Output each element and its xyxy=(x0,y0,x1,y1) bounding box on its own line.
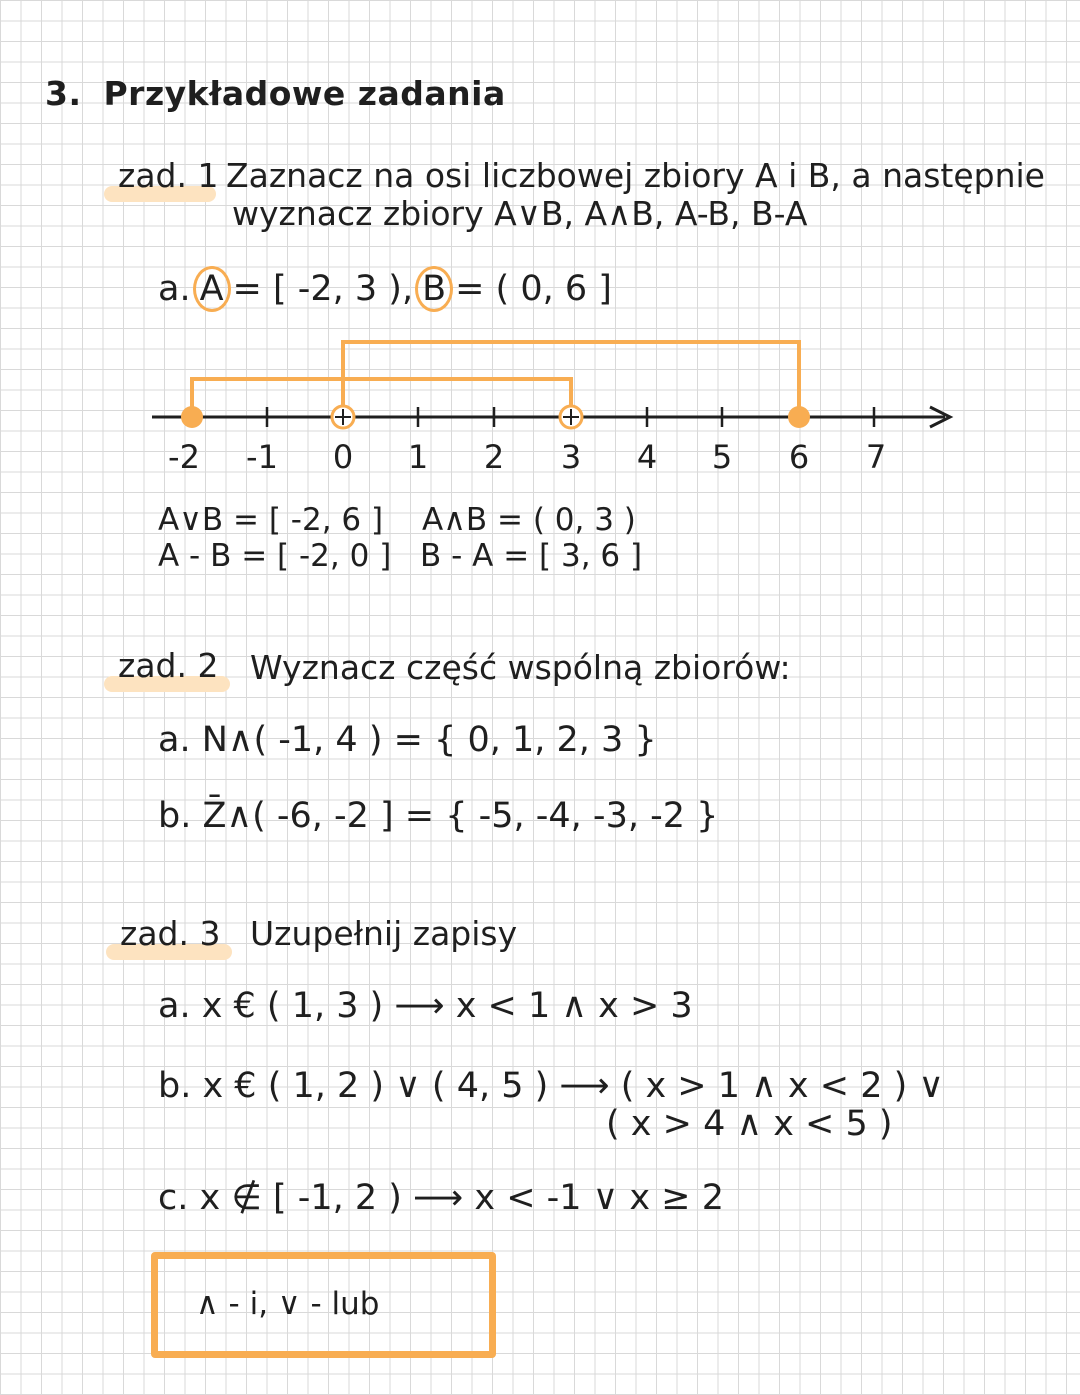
task3-item-b-line2: ( x > 4 ∧ x < 5 ) xyxy=(606,1104,893,1144)
set-a-circled: A xyxy=(193,266,231,312)
section-title: Przykładowe zadania xyxy=(103,74,506,113)
result-intersection: A∧B = ( 0, 3 ) xyxy=(422,502,636,538)
tick-label-4: 4 xyxy=(636,438,658,476)
tick-label-7: 7 xyxy=(865,438,887,476)
tick-label-1: 1 xyxy=(407,438,429,476)
closed-point-minus2 xyxy=(181,406,203,428)
section-number: 3. xyxy=(45,74,82,113)
tick-label-0: 0 xyxy=(332,438,354,476)
task1-text-line2: wyznacz zbiory A∨B, A∧B, A-B, B-A xyxy=(232,194,808,233)
result-union: A∨B = [ -2, 6 ] xyxy=(158,502,384,538)
result-a-minus-b: A - B = [ -2, 0 ] xyxy=(158,538,392,574)
tick-label-5: 5 xyxy=(711,438,733,476)
task3-item-b-line1: b. x € ( 1, 2 ) ∨ ( 4, 5 ) ⟶ ( x > 1 ∧ x < 2 ) ∨ xyxy=(158,1066,944,1106)
item-a-prefix: a. xyxy=(158,269,191,309)
task3-label: zad. 3 xyxy=(120,914,221,953)
task1-text-line1: Zaznacz na osi liczbowej zbiory A i B, a następnie xyxy=(226,156,1045,195)
tick-label-3: 3 xyxy=(560,438,582,476)
task2-item-a: a. N∧( -1, 4 ) = { 0, 1, 2, 3 } xyxy=(158,720,657,760)
number-line xyxy=(0,0,1080,500)
set-a-bracket xyxy=(192,379,571,416)
legend-text: ∧ - i, ∨ - lub xyxy=(196,1286,380,1322)
closed-point-6 xyxy=(788,406,810,428)
set-b-value: = ( 0, 6 ] xyxy=(455,269,612,309)
task1-label: zad. 1 xyxy=(118,156,219,195)
task2-label: zad. 2 xyxy=(118,646,219,685)
tick-label-2: 2 xyxy=(483,438,505,476)
result-b-minus-a: B - A = [ 3, 6 ] xyxy=(420,538,643,574)
tick-label--2: -2 xyxy=(168,438,200,476)
set-a-value: = [ -2, 3 ), xyxy=(232,269,414,309)
task2-item-b: b. Z̄∧( -6, -2 ] = { -5, -4, -3, -2 } xyxy=(158,796,719,836)
tick-label--1: -1 xyxy=(246,438,278,476)
task2-text: Wyznacz część wspólną zbiorów: xyxy=(250,648,791,687)
tick-label-6: 6 xyxy=(788,438,810,476)
set-b-circled: B xyxy=(415,266,453,312)
task3-item-a: a. x € ( 1, 3 ) ⟶ x < 1 ∧ x > 3 xyxy=(158,986,693,1026)
task3-text: Uzupełnij zapisy xyxy=(250,914,518,953)
task3-item-c: c. x ∉ [ -1, 2 ) ⟶ x < -1 ∨ x ≥ 2 xyxy=(158,1178,724,1218)
